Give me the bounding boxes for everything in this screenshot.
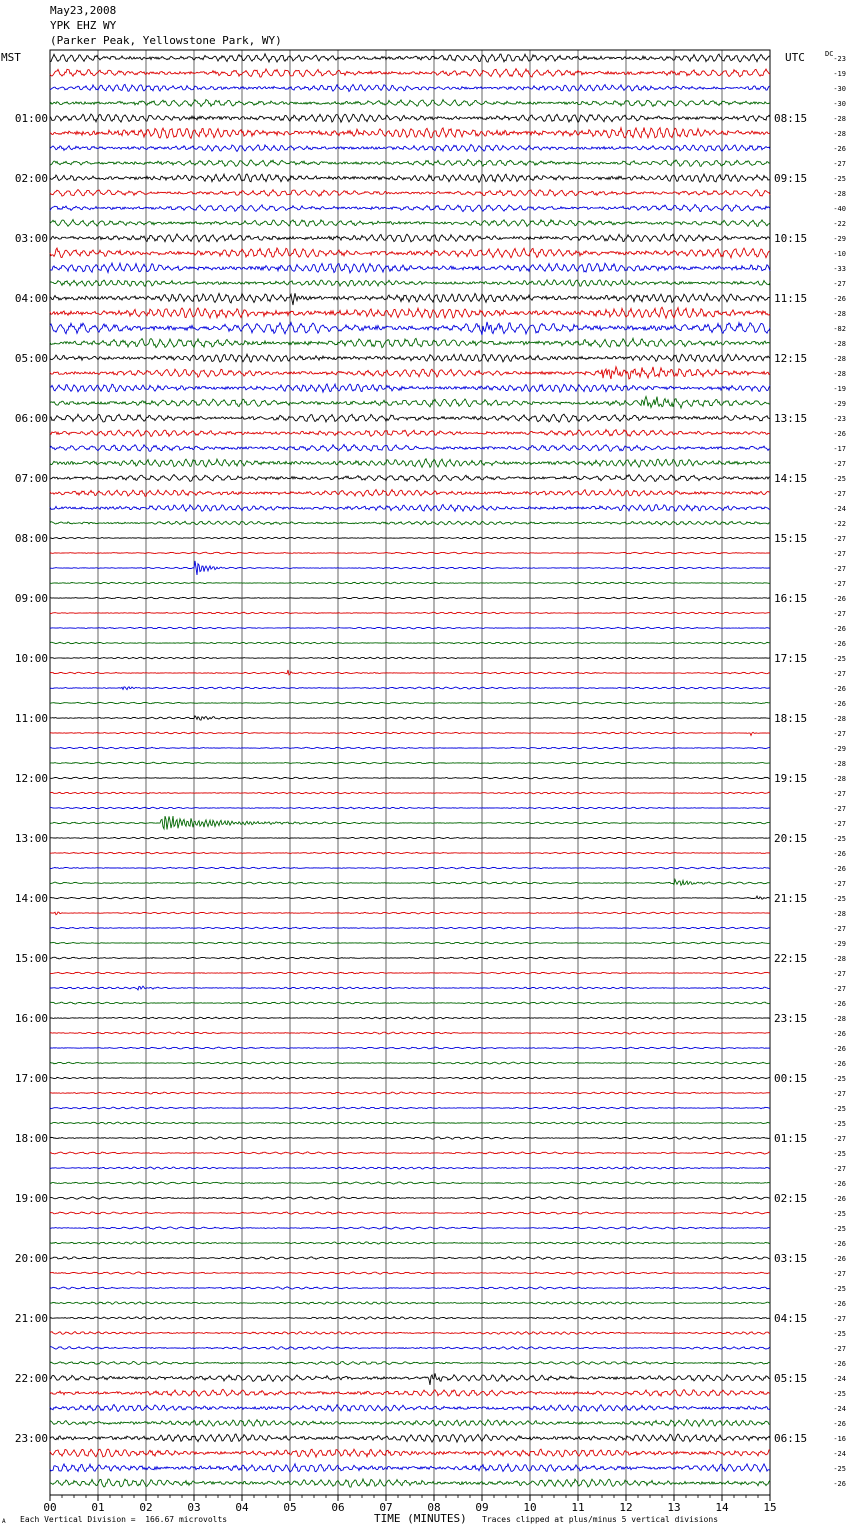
utc-hour-label: 19:15 (774, 772, 808, 785)
dc-offset-label: -19 (833, 385, 846, 393)
dc-offset-label: -16 (833, 1435, 846, 1443)
seismic-trace-line (50, 762, 770, 764)
seismic-trace-line (50, 128, 770, 139)
mst-hour-label: 23:00 (14, 1432, 48, 1445)
dc-offset-label: -25 (833, 1075, 846, 1083)
dc-offset-label: -27 (833, 670, 846, 678)
seismic-trace-line (50, 354, 770, 362)
dc-offset-label: -24 (833, 1450, 846, 1458)
dc-offset-label: -30 (833, 85, 846, 93)
seismic-trace-line (50, 687, 770, 690)
seismic-trace-line (50, 777, 770, 779)
seismic-trace-line (50, 445, 770, 452)
x-tick-label: 14 (715, 1501, 729, 1514)
dc-offset-label: -25 (833, 475, 846, 483)
plot-date: May23,2008 (50, 4, 117, 17)
utc-hour-label: 11:15 (774, 292, 808, 305)
seismic-trace-line (50, 1212, 770, 1214)
seismic-trace-line (50, 459, 770, 468)
mst-hour-label: 13:00 (14, 832, 48, 845)
dc-offset-label: -19 (833, 70, 846, 78)
seismic-trace-line (50, 537, 770, 539)
dc-offset-label: -27 (833, 790, 846, 798)
seismic-trace-line (50, 489, 770, 496)
seismic-trace-line (50, 100, 770, 107)
mst-hour-label: 06:00 (14, 412, 48, 425)
seismic-trace-line (50, 702, 770, 704)
x-tick-label: 13 (667, 1501, 681, 1514)
x-tick-label: 00 (43, 1501, 57, 1514)
dc-offset-label: -25 (833, 1390, 846, 1398)
seismic-trace-line (50, 912, 770, 915)
x-tick-label: 05 (283, 1501, 297, 1514)
seismic-trace-line (50, 1167, 770, 1169)
seismic-trace-line (50, 367, 770, 379)
utc-hour-label: 12:15 (774, 352, 808, 365)
seismic-trace-line (50, 627, 770, 629)
dc-offset-label: -26 (833, 1420, 846, 1428)
x-tick-label: 12 (619, 1501, 633, 1514)
seismic-trace-line (50, 837, 770, 839)
dc-offset-label: -25 (833, 1150, 846, 1158)
corner-mark: A (2, 1518, 6, 1525)
dc-offset-label: -27 (833, 730, 846, 738)
seismic-trace-line (50, 1002, 770, 1004)
dc-offset-label: -26 (833, 145, 846, 153)
seismic-trace-line (50, 716, 770, 720)
seismic-trace-line (50, 1373, 770, 1385)
seismic-trace-line (50, 190, 770, 197)
dc-offset-label: -25 (833, 1330, 846, 1338)
utc-hour-label: 22:15 (774, 952, 808, 965)
dc-offset-label: -24 (833, 1375, 846, 1383)
x-tick-label: 07 (379, 1501, 393, 1514)
seismic-trace-line (50, 986, 770, 990)
dc-offset-label: -25 (833, 835, 846, 843)
seismic-trace-line (50, 1362, 770, 1365)
dc-offset-label: -26 (833, 700, 846, 708)
dc-offset-label: -26 (833, 1240, 846, 1248)
seismic-trace-line (50, 1047, 770, 1049)
seismic-trace-line (50, 1092, 770, 1094)
seismic-trace-line (50, 561, 770, 575)
seismic-trace-line (50, 852, 770, 854)
dc-offset-label: -25 (833, 1105, 846, 1113)
dc-offset-label: -29 (833, 940, 846, 948)
dc-offset-label: -24 (833, 1405, 846, 1413)
seismic-trace-line (50, 1257, 770, 1259)
utc-hour-label: 17:15 (774, 652, 808, 665)
mst-label: MST (1, 51, 21, 64)
utc-hour-label: 01:15 (774, 1132, 808, 1145)
seismic-trace-line (50, 160, 770, 167)
seismic-trace-line (50, 1182, 770, 1184)
seismic-trace-line (50, 792, 770, 794)
seismic-trace-line (50, 1405, 770, 1412)
dc-offset-label: -26 (833, 1360, 846, 1368)
seismic-trace-line (50, 670, 770, 675)
seismic-trace-line (50, 338, 770, 347)
mst-hour-label: 12:00 (14, 772, 48, 785)
seismic-trace-line (50, 1479, 770, 1487)
seismic-trace-line (50, 220, 770, 227)
dc-offset-label: -25 (833, 1210, 846, 1218)
dc-offset-label: -26 (833, 1480, 846, 1488)
seismic-trace-line (50, 1302, 770, 1304)
mst-hour-label: 05:00 (14, 352, 48, 365)
dc-offset-label: -27 (833, 550, 846, 558)
vertical-division-note: Each Vertical Division = 166.67 microvolts (20, 1515, 228, 1524)
dc-offset-label: -29 (833, 745, 846, 753)
dc-offset-label: -28 (833, 115, 846, 123)
mst-hour-label: 22:00 (14, 1372, 48, 1385)
mst-hour-label: 09:00 (14, 592, 48, 605)
seismic-trace-line (50, 307, 770, 318)
seismic-trace-line (50, 248, 770, 258)
utc-hour-label: 20:15 (774, 832, 808, 845)
seismic-trace-line (50, 521, 770, 525)
seismic-trace-line (50, 1420, 770, 1427)
mst-hour-label: 04:00 (14, 292, 48, 305)
dc-offset-label: -28 (833, 370, 846, 378)
dc-offset-label: -33 (833, 265, 846, 273)
dc-offset-label: -28 (833, 910, 846, 918)
seismic-trace-line (50, 1137, 770, 1139)
utc-hour-label: 10:15 (774, 232, 808, 245)
utc-hour-label: 05:15 (774, 1372, 808, 1385)
seismic-trace-line (50, 1449, 770, 1457)
seismic-trace-line (50, 1017, 770, 1019)
mst-hour-label: 16:00 (14, 1012, 48, 1025)
dc-offset-label: -27 (833, 1135, 846, 1143)
seismic-trace-line (50, 896, 770, 899)
dc-offset-label: -26 (833, 1195, 846, 1203)
dc-offset-label: -29 (833, 400, 846, 408)
dc-offset-label: -28 (833, 130, 846, 138)
utc-hour-label: 23:15 (774, 1012, 808, 1025)
dc-offset-label: -29 (833, 235, 846, 243)
mst-hour-label: 10:00 (14, 652, 48, 665)
seismic-trace-line (50, 280, 770, 287)
dc-offset-label: -27 (833, 1090, 846, 1098)
dc-offset-label: -27 (833, 490, 846, 498)
mst-hour-label: 03:00 (14, 232, 48, 245)
dc-offset-label: -26 (833, 850, 846, 858)
utc-hour-label: 03:15 (774, 1252, 808, 1265)
seismic-trace-line (50, 505, 770, 512)
seismic-trace-line (50, 54, 770, 62)
dc-offset-label: -27 (833, 460, 846, 468)
utc-hour-label: 16:15 (774, 592, 808, 605)
dc-offset-label: -28 (833, 310, 846, 318)
mst-hour-label: 17:00 (14, 1072, 48, 1085)
dc-offset-label: -25 (833, 655, 846, 663)
x-tick-label: 04 (235, 1501, 249, 1514)
utc-label: UTC (785, 51, 805, 64)
dc-offset-label: -26 (833, 625, 846, 633)
dc-offset-label: -28 (833, 190, 846, 198)
dc-offset-label: -27 (833, 925, 846, 933)
dc-offset-label: -28 (833, 775, 846, 783)
seismic-trace-line (50, 475, 770, 482)
mst-hour-label: 14:00 (14, 892, 48, 905)
seismic-trace-line (50, 430, 770, 437)
seismic-trace-line (50, 263, 770, 273)
dc-offset-label: -27 (833, 580, 846, 588)
seismic-trace-line (50, 957, 770, 959)
dc-offset-label: -28 (833, 760, 846, 768)
dc-offset-label: -26 (833, 1030, 846, 1038)
dc-offset-label: -27 (833, 1315, 846, 1323)
dc-offset-label: -26 (833, 1255, 846, 1263)
dc-offset-label: -27 (833, 1270, 846, 1278)
seismic-trace-line (50, 816, 770, 830)
seismic-trace-line (50, 1287, 770, 1289)
dc-offset-label: -25 (833, 175, 846, 183)
utc-hour-label: 18:15 (774, 712, 808, 725)
seismic-trace-line (50, 1332, 770, 1335)
seismic-trace-line (50, 582, 770, 584)
utc-hour-label: 02:15 (774, 1192, 808, 1205)
mst-hour-label: 01:00 (14, 112, 48, 125)
seismic-trace-line (50, 880, 770, 886)
dc-offset-label: -26 (833, 430, 846, 438)
x-tick-label: 11 (571, 1501, 585, 1514)
dc-offset-label: -25 (833, 1225, 846, 1233)
station-code: YPK EHZ WY (50, 19, 117, 32)
x-tick-label: 06 (331, 1501, 345, 1514)
x-axis-title: TIME (MINUTES) (374, 1512, 467, 1525)
mst-hour-label: 19:00 (14, 1192, 48, 1205)
dc-offset-label: -28 (833, 355, 846, 363)
seismic-trace-line (50, 145, 770, 152)
mst-hour-label: 20:00 (14, 1252, 48, 1265)
seismic-trace-line (50, 1227, 770, 1229)
station-location: (Parker Peak, Yellowstone Park, WY) (50, 34, 282, 47)
seismic-trace-line (50, 174, 770, 182)
seismic-trace-line (50, 205, 770, 212)
utc-hour-label: 00:15 (774, 1072, 808, 1085)
seismic-trace-line (50, 927, 770, 929)
x-tick-label: 09 (475, 1501, 489, 1514)
utc-hour-label: 13:15 (774, 412, 808, 425)
dc-offset-label: -26 (833, 865, 846, 873)
dc-offset-label: -23 (833, 415, 846, 423)
dc-offset-label: -27 (833, 1165, 846, 1173)
seismic-trace-line (50, 657, 770, 659)
dc-offset-label: -26 (833, 295, 846, 303)
dc-offset-label: -27 (833, 970, 846, 978)
dc-offset-label: -23 (833, 55, 846, 63)
x-tick-label: 01 (91, 1501, 105, 1514)
x-tick-label: 08 (427, 1501, 441, 1514)
dc-offset-label: -26 (833, 685, 846, 693)
dc-offset-label: -40 (833, 205, 846, 213)
seismic-trace-line (50, 1077, 770, 1079)
seismic-trace-line (50, 807, 770, 809)
seismic-trace-line (50, 1032, 770, 1034)
dc-offset-label: -27 (833, 820, 846, 828)
x-tick-label: 03 (187, 1501, 201, 1514)
dc-offset-label: -27 (833, 1345, 846, 1353)
seismic-trace-line (50, 747, 770, 749)
seismic-trace-line (50, 1062, 770, 1064)
x-tick-label: 10 (523, 1501, 537, 1514)
x-tick-label: 02 (139, 1501, 153, 1514)
dc-offset-label: -24 (833, 505, 846, 513)
seismic-trace-line (50, 972, 770, 974)
seismic-trace-line (50, 1122, 770, 1124)
seismic-trace-line (50, 114, 770, 122)
seismic-trace-line (50, 384, 770, 392)
dc-offset-label: -27 (833, 880, 846, 888)
dc-label: DC (825, 50, 834, 58)
dc-offset-label: -26 (833, 1045, 846, 1053)
seismic-trace-line (50, 414, 770, 422)
seismic-trace-line (50, 942, 770, 944)
seismic-trace-line (50, 1107, 770, 1109)
utc-hour-label: 15:15 (774, 532, 808, 545)
seismic-trace-line (50, 597, 770, 599)
seismic-trace-line (50, 322, 770, 335)
mst-hour-label: 11:00 (14, 712, 48, 725)
dc-offset-label: -10 (833, 250, 846, 258)
seismic-trace-line (50, 293, 770, 305)
seismic-trace-line (50, 84, 770, 91)
utc-hour-label: 14:15 (774, 472, 808, 485)
seismic-trace-line (50, 1272, 770, 1274)
dc-offset-label: -26 (833, 1180, 846, 1188)
dc-offset-label: -28 (833, 340, 846, 348)
utc-hour-label: 09:15 (774, 172, 808, 185)
dc-offset-label: -25 (833, 1120, 846, 1128)
clipping-note: Traces clipped at plus/minus 5 vertical divisions (482, 1515, 719, 1524)
dc-offset-label: -30 (833, 100, 846, 108)
seismic-trace-line (50, 234, 770, 242)
dc-offset-label: -25 (833, 1285, 846, 1293)
dc-offset-label: -28 (833, 1015, 846, 1023)
seismic-trace-line (50, 1242, 770, 1244)
utc-hour-label: 04:15 (774, 1312, 808, 1325)
mst-hour-label: 18:00 (14, 1132, 48, 1145)
dc-offset-label: -28 (833, 955, 846, 963)
seismic-trace-line (50, 612, 770, 614)
seismic-trace-line (50, 397, 770, 409)
mst-hour-label: 08:00 (14, 532, 48, 545)
seismic-trace-line (50, 552, 770, 554)
dc-offset-label: -22 (833, 520, 846, 528)
utc-hour-label: 21:15 (774, 892, 808, 905)
seismic-trace-line (50, 642, 770, 644)
dc-offset-label: -26 (833, 640, 846, 648)
seismic-traces (50, 54, 770, 1487)
seismic-trace-line (50, 1434, 770, 1442)
seismic-trace-line (50, 1347, 770, 1350)
mst-hour-label: 15:00 (14, 952, 48, 965)
dc-offset-label: -82 (833, 325, 846, 333)
mst-hour-label: 07:00 (14, 472, 48, 485)
seismic-trace-line (50, 1389, 770, 1396)
dc-offset-label: -25 (833, 1465, 846, 1473)
seismic-trace-line (50, 867, 770, 869)
dc-offset-label: -27 (833, 985, 846, 993)
dc-offset-label: -28 (833, 715, 846, 723)
dc-offset-label: -27 (833, 610, 846, 618)
x-tick-label: 15 (763, 1501, 777, 1514)
mst-hour-label: 21:00 (14, 1312, 48, 1325)
dc-offset-label: -26 (833, 595, 846, 603)
seismic-trace-line (50, 1152, 770, 1154)
dc-offset-label: -27 (833, 280, 846, 288)
dc-offset-label: -26 (833, 1300, 846, 1308)
mst-hour-label: 02:00 (14, 172, 48, 185)
dc-offset-label: -27 (833, 565, 846, 573)
dc-offset-label: -26 (833, 1000, 846, 1008)
seismic-trace-line (50, 1197, 770, 1199)
dc-offset-label: -25 (833, 895, 846, 903)
dc-offset-label: -27 (833, 535, 846, 543)
dc-offset-label: -27 (833, 160, 846, 168)
utc-hour-label: 06:15 (774, 1432, 808, 1445)
seismic-trace-line (50, 69, 770, 77)
dc-offset-label: -17 (833, 445, 846, 453)
seismic-trace-line (50, 732, 770, 735)
dc-offset-label: -26 (833, 1060, 846, 1068)
dc-offset-label: -27 (833, 805, 846, 813)
seismic-trace-line (50, 1464, 770, 1472)
utc-hour-label: 08:15 (774, 112, 808, 125)
dc-offset-label: -22 (833, 220, 846, 228)
seismic-trace-line (50, 1317, 770, 1320)
